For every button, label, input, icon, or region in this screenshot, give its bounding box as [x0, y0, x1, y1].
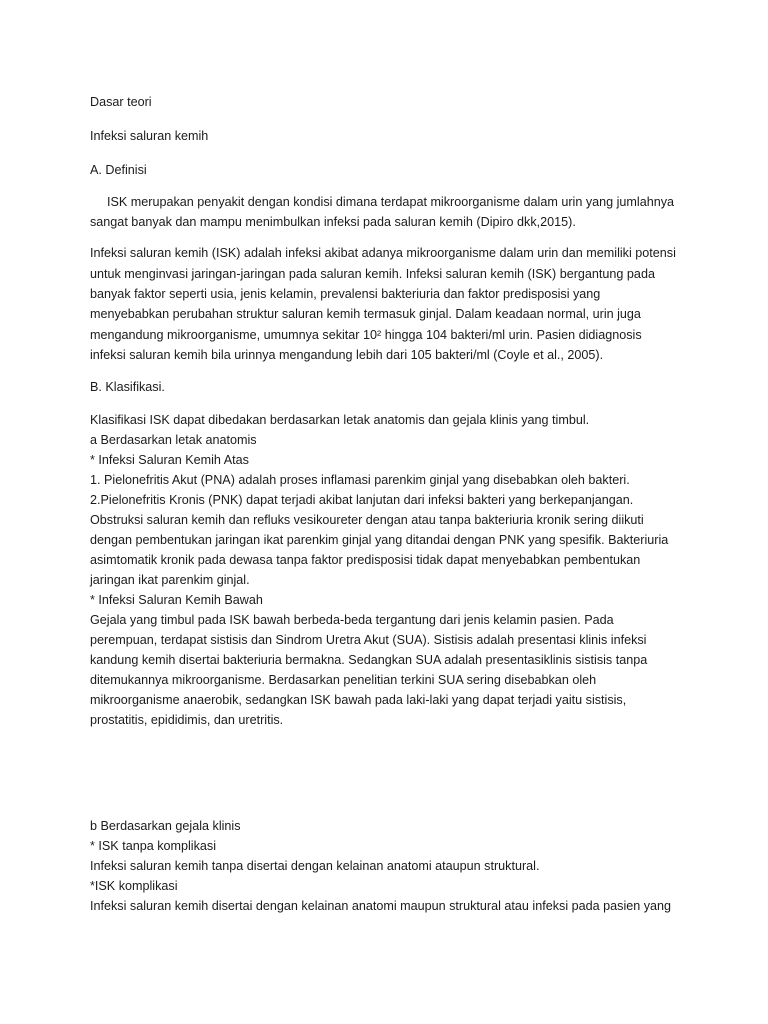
- doc-subheading: Infeksi saluran kemih: [90, 129, 209, 143]
- klasifikasi-line: Klasifikasi ISK dapat dibedakan berdasarkan letak anatomis dan gejala klinis yang timbul.: [90, 413, 590, 427]
- document-page: [90, 0, 690, 1024]
- doc-heading: Dasar teori: [90, 95, 152, 109]
- para2-line: untuk menginvasi jaringan-jaringan pada saluran kemih. Infeksi saluran kemih (ISK) bergantung pada: [90, 267, 655, 281]
- klasifikasi-line: * Infeksi Saluran Kemih Bawah: [90, 593, 263, 607]
- gejala-line: Infeksi saluran kemih disertai dengan kelainan anatomi maupun struktural atau infeksi pada pasien yang: [90, 899, 672, 913]
- klasifikasi-line: mikroorganisme anaerobik, sedangkan ISK bawah pada laki-laki yang dapat terjadi yaitu sistisis,: [90, 693, 627, 707]
- klasifikasi-line: Obstruksi saluran kemih dan refluks vesikoureter dengan atau tanpa bakteriuria kronik sering diikuti: [90, 513, 644, 527]
- klasifikasi-line: * Infeksi Saluran Kemih Atas: [90, 453, 249, 467]
- klasifikasi-line: Gejala yang timbul pada ISK bawah berbeda-beda tergantung dari jenis kelamin pasien. Pada: [90, 613, 614, 627]
- gejala-line: b Berdasarkan gejala klinis: [90, 819, 241, 833]
- klasifikasi-line: jaringan ikat parenkim ginjal.: [90, 573, 250, 587]
- klasifikasi-line: ditemukannya mikroorganisme. Berdasarkan penelitian terkini SUA sering disebabkan oleh: [90, 673, 597, 687]
- klasifikasi-line: 1. Pielonefritis Akut (PNA) adalah proses inflamasi parenkim ginjal yang disebabkan oleh bakteri.: [90, 473, 630, 487]
- section-b-title: B. Klasifikasi.: [90, 380, 165, 394]
- para1-line2: sangat banyak dan mampu menimbulkan infeksi pada saluran kemih (Dipiro dkk,2015).: [90, 215, 576, 229]
- para1-line1: ISK merupakan penyakit dengan kondisi dimana terdapat mikroorganisme dalam urin yang jumlahnya: [107, 195, 675, 209]
- gejala-line: *ISK komplikasi: [90, 879, 178, 893]
- klasifikasi-line: a Berdasarkan letak anatomis: [90, 433, 257, 447]
- klasifikasi-line: perempuan, terdapat sistisis dan Sindrom Uretra Akut (SUA). Sistisis adalah presentasi klinis infeksi: [90, 633, 647, 647]
- gejala-line: * ISK tanpa komplikasi: [90, 839, 216, 853]
- klasifikasi-line: 2.Pielonefritis Kronis (PNK) dapat terjadi akibat lanjutan dari infeksi bakteri yang berkepanjangan.: [90, 493, 634, 507]
- klasifikasi-line: kandung kemih disertai bakteriuria bermakna. Sedangkan SUA adalah presentasiklinis sistisis tanpa: [90, 653, 648, 667]
- para2-line: menyebabkan perubahan struktur saluran kemih termasuk ginjal. Dalam keadaan normal, urin juga: [90, 307, 641, 321]
- klasifikasi-line: prostatitis, epididimis, dan uretritis.: [90, 713, 284, 727]
- para2-line: mengandung mikroorganisme, umumnya sekitar 10² hingga 104 bakteri/ml urin. Pasien didiagnosis: [90, 328, 642, 342]
- gejala-line: Infeksi saluran kemih tanpa disertai dengan kelainan anatomi ataupun struktural.: [90, 859, 540, 873]
- para2-line: infeksi saluran kemih bila urinnya mengandung lebih dari 105 bakteri/ml (Coyle et al., 2005).: [90, 348, 604, 362]
- section-a-title: A. Definisi: [90, 163, 147, 177]
- para2-line: banyak faktor seperti usia, jenis kelamin, prevalensi bakteriuria dan faktor predisposisi yang: [90, 287, 601, 301]
- klasifikasi-line: asimtomatik kronik pada dewasa tanpa faktor predisposisi tidak dapat menyebabkan pembentukan: [90, 553, 641, 567]
- klasifikasi-line: dengan pembentukan jaringan ikat parenkim ginjal yang ditandai dengan PNK yang spesifik. Bakteriuria: [90, 533, 669, 547]
- para2-line: Infeksi saluran kemih (ISK) adalah infeksi akibat adanya mikroorganisme dalam urin dan memiliki potensi: [90, 246, 676, 260]
